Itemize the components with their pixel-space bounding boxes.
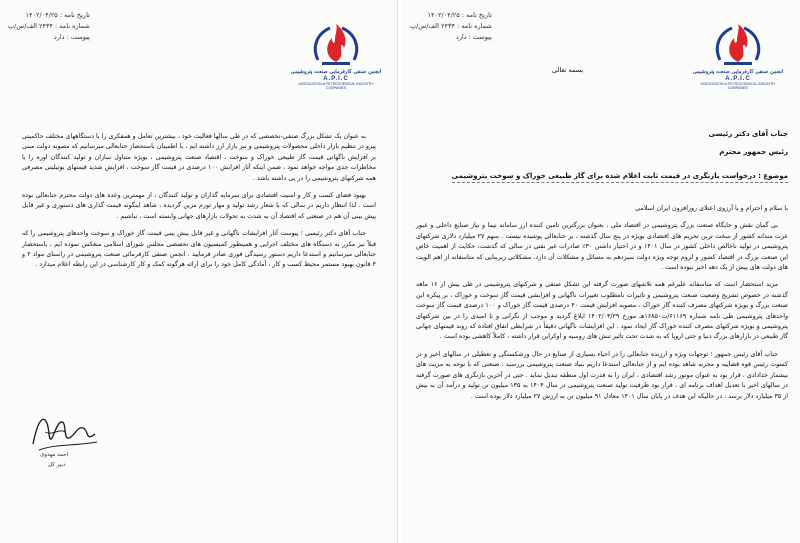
logo-name-en: ASSOCIATION of PETROCHEMICAL INDUSTRY COMPANIES [700, 82, 776, 90]
signatory-title: دبیر کل [48, 462, 66, 468]
basmala: بسمه تعالی [552, 66, 584, 74]
apic-logo [692, 22, 784, 100]
letter-body-2 [22, 132, 376, 278]
logo-abbr: A.P.I.C [323, 76, 349, 82]
letter-body-1 [416, 204, 788, 409]
signatory-name: احمد مهدوی [40, 452, 69, 458]
paragraph: بی گمان نقش و جایگاه صنعت بزرگ پتروشیمی در اقتصاد ملی ، بعنوان بزرگترین تامین کننده ارز سامانه نیما و نیاز صنایع داخلی و عبور عزت مندانه کشور از سخت ترین تحریم های اقتصادی بویژه در پنج سال گذشته ، بر جنابعالی پوشیده نیست . سهم ۲۷ میلیارد دلاری شرکتهای پتروشیمی در تولید ناخالص داخلی کشور در سال ۱۴۰۱ و در اختیار داشتن ۳۰٪ صادرات غیر نفتی در سالی که گذشت، حکایت از اهمیت خاص این صنعت بزرگ در اقتصاد کشور و لزوم توجه ویژه دولت سیزدهم به مسائل و مشکلات آن دارد. مشکلاتی زیربنایی که متاسفانه از اهم الویت های دولت های پیش از یک دهه اخیر نبوده است . [416, 222, 789, 272]
letter-meta [410, 10, 492, 43]
paragraph: جناب آقای دکتر رئیسی ؛ پیوست آثار افزایشات ناگهانی و غیر قابل پیش بینی قیمت گاز خوراک و سوخت واحدهای پتروشیمی را که قبلاً نیز مکرر به دستگاه های مختلف اجرایی و همینطور کمیسیون های تخصصی مجلس شورای اسلامی منعکس نموده ایم ، باستحضار جنابعالی میرسانیم و استدعا داریم دستور رسیدگی فوری صادر فرمایید . انجمن صنفی کارفرمائی صنعت پتروشیمی در راستای مواد ۲ و ۴ قانون بهبود مستمر محیط کسب و کار ، آمادگی کامل خود را برای ارائه هرگونه کمک و کار کارشناسی در این رابطه اعلام میدارد . [22, 230, 376, 269]
logo-name-en: ASSOCIATION of PETROCHEMICAL INDUSTRY COMPANIES [298, 82, 374, 90]
addressee-title: رئیس جمهور محترم [719, 148, 788, 156]
letter-page-1 [402, 0, 800, 543]
letter-page-2 [0, 0, 398, 543]
greeting: با سلام و احترام و با آرزوی اعتلای روزافزون ایران اسلامی [635, 205, 788, 212]
flame-emblem-icon [308, 22, 364, 68]
letter-meta [8, 10, 90, 43]
logo-abbr: A.P.I.C [725, 76, 751, 82]
paragraph: بهبود فضای کسب و کار و امنیت اقتصادی برای سرمایه گذاران و تولید کنندگان ، از مهمترین وعده های دولت محترم جنابعالی بوده است . لذا انتظار داریم در سالی که با شعار رشد تولید و مهار تورم مزین گردیده ، شاهد اینگونه قیمت گذاری های دستوری و غیر قابل پیش بینی آن هم در صنعتی که اقتصاد آن به شدت به تحولات بازارهای جهانی وابسته است ، نباشیم . [22, 192, 376, 220]
letter-attachment: پیوست : دارد [455, 33, 492, 41]
logo-name-fa: انجمن صنفی کارفرمایی صنعت پتروشیمی [692, 69, 784, 75]
letter-attachment: پیوست : دارد [53, 33, 90, 41]
addressee: جناب آقای دکتر رئیسی [708, 130, 788, 138]
letter-number: شماره نامه : ۲۴۳۴ الف/س/پ [8, 22, 90, 30]
paragraph: جناب آقای رئیس جمهور ؛ توجهات ویژه و ارزنده جنابعالی را در احیاء بسیاری از صنایع در حال ورشکستگی و تعطیلی در سالهای اخیر و در کسوت رئیس قوه قضاییه و مجربه شاهد بوده ایم و از جنابعالی استدعا داریم بنیاد صنعت پتروشیمی بررسید ، صنعتی که با توجه به مزیت های بیشمار خدادادی ، قرار بود به عنوان موتور رشد اقتصادی ، ایران را به قدرت اول منطقه تبدیل نماید . حتی در آخرین بازنگری های صورت گرفته در سالهای اخیر با تعدیل اهداف برنامه ای ، قرار بود ظرفیت تولید صنعت پتروشیمی در سال ۱۴۰۴ به ۱۳۵ میلیون تن تولید و درآمد آن به بیش از ۳۵ میلیارد دلار برسد ، در حالیکه این هدف در پایان سال ۱۴۰۱ معادل ۹۱ میلیون تن به ارزش ۲۷ میلیارد دلار بوده است . [416, 350, 788, 400]
letter-subject: موضوع : درخواست بازنگری در قیمت ثابت اعلام شده برای گاز طبیعی خوراک و سوخت پتروشیمی [452, 172, 788, 183]
paragraph: مزید استحضار است که متاسفانه علیرغم همه تلاشهای صورت گرفته این تشکل صنفی و شرکتهای پتروشیمی در طی بیش از ۱۶ ماهه گذشته در خصوص تشریح وضعیت صنعت پتروشیمی و تاثیرات نامطلوب تغییرات ناگهانی و افزایشی قیمت گاز سوخت و خوراک ، بر پیکره این صنعت بزرگ و بویژه شرکتهای مصرف کننده گاز خوراک ، مصوبه افزایش قیمت ۴۰ درصدی قیمت گاز خوراک و ۱۰۰ درصدی قیمت گاز سوخت واحدهای پتروشیمی طی نامه شماره ۶۱۱۶۹/ت۱۶۸۵۰هـ مورخ ۱۴۰۲/۰۳/۲۹ ابلاغ گردید و موجب از نگرانی و نا امیدی را در بین شرکتهای پتروشیمی و بویژه شرکتهای مصرف کننده خوراک گاز ایجاد نمود . این افزایشات ناگهانی دقیقاً در شرایطی اتفاق افتاده که روند قیمتهای جهانی گاز طبیعی در بازارهای بزرگ دنیا و حتی اروپا که به شدت تحت تاثیر تنش های روسیه و اوکراین قرار داشته ، کاملاً کاهشی بوده است . [416, 281, 788, 341]
letter-date: تاریخ نامه : ۱۴۰۲/۰۴/۲۵ [427, 11, 492, 19]
apic-logo [290, 22, 382, 100]
logo-name-fa: انجمن صنفی کارفرمایی صنعت پتروشیمی [290, 69, 382, 75]
letter-date: تاریخ نامه : ۱۴۰۲/۰۴/۲۵ [25, 11, 90, 19]
paragraph: به عنوان یک تشکل بزرگ صنفی-تخصصی که در طی سالها فعالیت خود ، بیشترین تعامل و همفکری را با دستگاههای مختلف حاکمیتی پیرو در تنظیم بازار داخلی محصولات پتروشیمی و نیز بازار ارز داشته ایم ، با اطمینان باستحضار جنابعالی میرسانیم که مصوبه دولت مبنی بر افزایش ناگهانی قیمت گاز طبیعی خوراک و سوخت ، اقتصاد صنعت پتروشیمی ، بویژه متناول سازان و تولید کنندگان اوره را با مخاطرات جدی مواجه خواهد نمود ، ضمن اینکه آثار افزایش ۱۰۰ درصدی در قیمت گاز سوخت ، افزایش شدید قیمتهای یوتیلیتی مصرفی همه شرکتهای پتروشیمی را در پی داشته باشد . [22, 133, 377, 182]
letter-number: شماره نامه : ۲۴۳۴ الف/س/پ [410, 22, 492, 30]
flame-emblem-icon [710, 22, 766, 68]
